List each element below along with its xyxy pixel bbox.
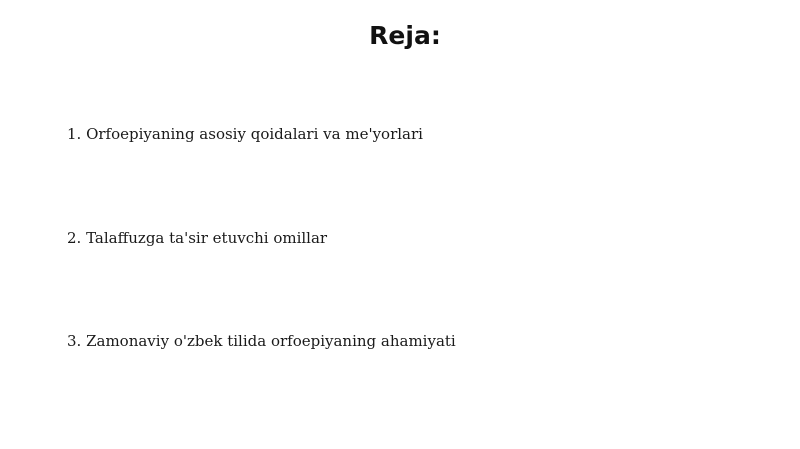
plan-item-2: 2. Talaffuzga ta'sir etuvchi omillar xyxy=(67,229,328,247)
plan-item-1: 1. Orfoepiyaning asosiy qoidalari va me'yorlari xyxy=(67,125,423,143)
slide-title: Reja: xyxy=(369,21,441,50)
plan-item-3: 3. Zamonaviy o'zbek tilida orfoepiyaning ahamiyati xyxy=(67,332,456,350)
